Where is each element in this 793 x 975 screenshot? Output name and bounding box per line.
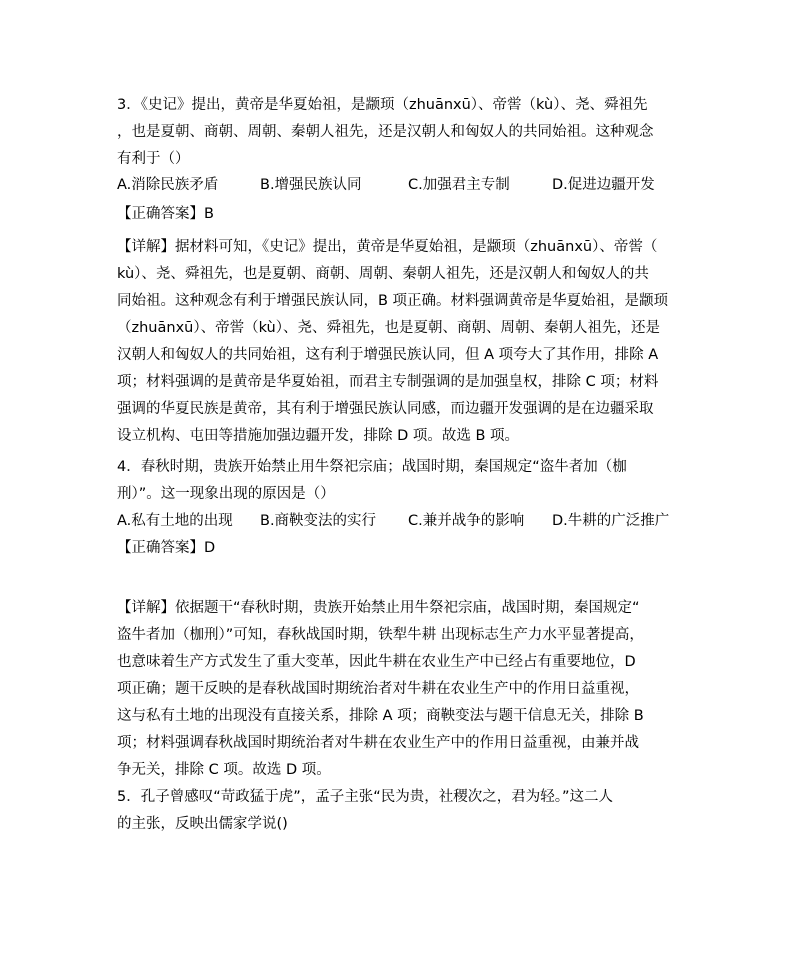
q3-explanation-line-1: 【详解】据材料可知，《史记》提出，黄帝是华夏始祖，是颛顼（zhuānxū）、帝喾（ bbox=[117, 239, 658, 255]
q4-option-c: C.兼并战争的影响 bbox=[408, 513, 525, 529]
q3-explanation-line-3: 同始祖。这种观念有利于增强民族认同，B 项正确。材料强调黄帝是华夏始祖，是颛顼 bbox=[117, 293, 669, 309]
q3-stem-line-3: 有利于（） bbox=[117, 151, 190, 167]
q4-explanation-line-7: 争无关，排除 C 项。故选 D 项。 bbox=[117, 762, 331, 778]
q4-option-d: D.牛耕的广泛推广 bbox=[552, 513, 670, 529]
q3-stem-line-1: 3．《史记》提出，黄帝是华夏始祖，是颛顼（zhuānxū）、帝喾（kù）、尧、舜祖先 bbox=[117, 97, 648, 113]
q4-answer: 【正确答案】D bbox=[117, 540, 216, 556]
q4-option-a: A.私有土地的出现 bbox=[117, 513, 233, 529]
q4-stem-line-1: 4．春秋时期，贵族开始禁止用牛祭祀宗庙；战国时期，秦国规定“盗牛者加（枷 bbox=[117, 459, 627, 475]
q3-explanation-line-4: （zhuānxū）、帝喾（kù）、尧、舜祖先，也是夏朝、商朝、周朝、秦朝人祖先，还是 bbox=[117, 320, 660, 336]
q4-stem-line-2: 刑）”。这一现象出现的原因是（） bbox=[117, 486, 335, 502]
q3-option-d: D.促进边疆开发 bbox=[552, 177, 655, 193]
q3-explanation-line-7: 强调的华夏民族是黄帝，其有利于增强民族认同感，而边疆开发强调的是在边疆采取 bbox=[117, 401, 654, 417]
q4-explanation-line-5: 这与私有土地的出现没有直接关系，排除 A 项；商鞅变法与题干信息无关，排除 B bbox=[117, 708, 644, 724]
q3-option-a: A.消除民族矛盾 bbox=[117, 177, 219, 193]
q4-explanation-line-2: 盗牛者加（枷刑）”可知，春秋战国时期，铁犁牛耕 出现标志生产力水平显著提高， bbox=[117, 627, 644, 643]
q4-explanation-line-6: 项；材料强调春秋战国时期统治者对牛耕在农业生产中的作用日益重视，由兼并战 bbox=[117, 735, 639, 751]
q3-explanation-line-2: kù）、尧、舜祖先，也是夏朝、商朝、周朝、秦朝人祖先，还是汉朝人和匈奴人的共 bbox=[117, 266, 649, 282]
q3-explanation-line-6: 项；材料强调的是黄帝是华夏始祖，而君主专制强调的是加强皇权，排除 C 项；材料 bbox=[117, 374, 659, 390]
q4-option-b: B.商鞅变法的实行 bbox=[260, 513, 377, 529]
q3-option-b: B.增强民族认同 bbox=[260, 177, 362, 193]
q3-explanation-line-5: 汉朝人和匈奴人的共同始祖，这有利于增强民族认同，但 A 项夸大了其作用，排除 A bbox=[117, 347, 659, 363]
q5-stem-line-1: 5．孔子曾感叹“苛政猛于虎”，孟子主张“民为贵，社稷次之，君为轻。”这二人 bbox=[117, 789, 614, 805]
q4-explanation-line-3: 也意味着生产方式发生了重大变革，因此牛耕在农业生产中已经占有重要地位，D bbox=[117, 654, 636, 670]
q4-explanation-line-1: 【详解】依据题干“春秋时期，贵族开始禁止用牛祭祀宗庙，战国时期，秦国规定“ bbox=[117, 600, 640, 616]
q4-explanation-line-4: 项正确；题干反映的是春秋战国时期统治者对牛耕在农业生产中的作用日益重视， bbox=[117, 681, 639, 697]
q3-answer: 【正确答案】B bbox=[117, 206, 214, 222]
q5-stem-line-2: 的主张，反映出儒家学说() bbox=[117, 816, 288, 832]
q3-stem-line-2: ，也是夏朝、商朝、周朝、秦朝人祖先，还是汉朝人和匈奴人的共同始祖。这种观念 bbox=[117, 124, 654, 140]
q3-explanation-line-8: 设立机构、屯田等措施加强边疆开发，排除 D 项。故选 B 项。 bbox=[117, 428, 520, 444]
q3-option-c: C.加强君主专制 bbox=[408, 177, 510, 193]
